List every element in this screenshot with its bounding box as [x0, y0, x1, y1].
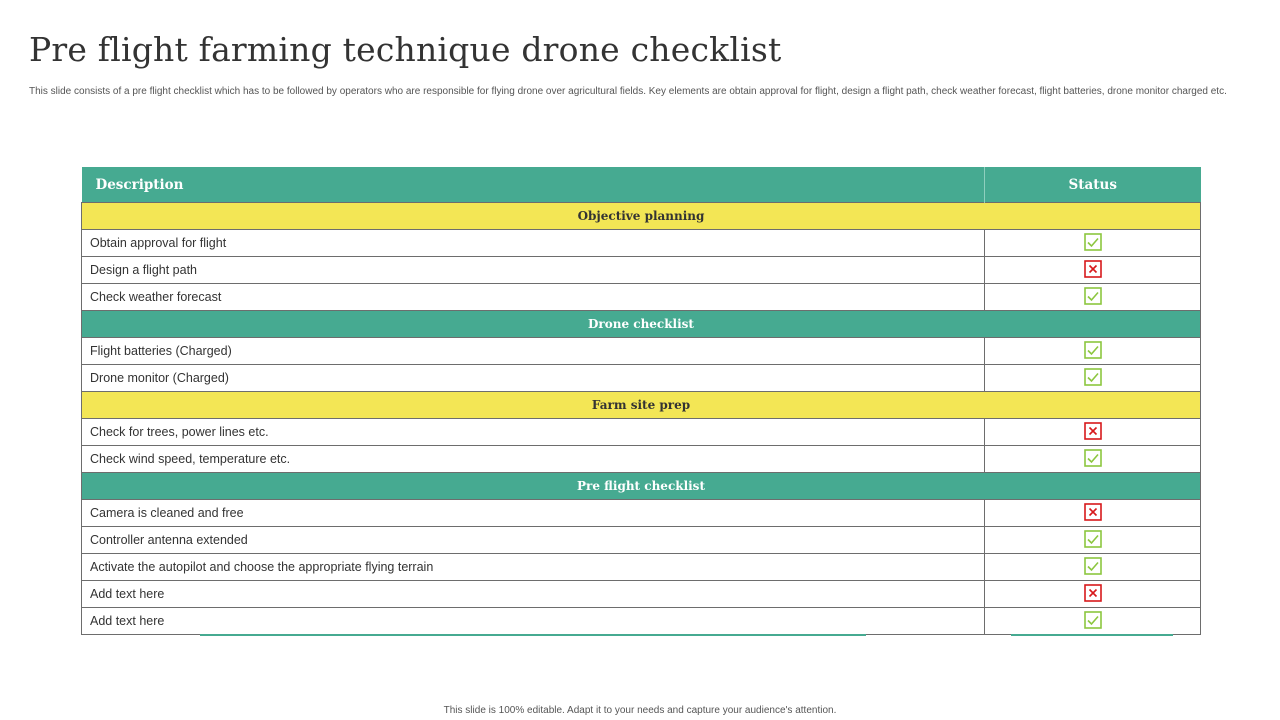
- table-row: [82, 554, 1201, 581]
- table-row: [82, 419, 1201, 446]
- table-row: [82, 230, 1201, 257]
- item-description: Add text here: [82, 581, 985, 608]
- section-label: Farm site prep: [82, 392, 1201, 419]
- section-label: Pre flight checklist: [82, 473, 1201, 500]
- table-row: [82, 500, 1201, 527]
- section-row: [82, 392, 1201, 419]
- table-row: [82, 365, 1201, 392]
- table-row: [82, 581, 1201, 608]
- item-description: Camera is cleaned and free: [82, 500, 985, 527]
- section-label: Drone checklist: [82, 311, 1201, 338]
- table-body: [82, 203, 1201, 635]
- checklist-table: [81, 167, 1201, 635]
- item-status: [985, 608, 1201, 635]
- checkbox-cross-icon: [1084, 503, 1102, 524]
- item-description: Design a flight path: [82, 257, 985, 284]
- slide-subtitle: This slide consists of a pre flight checklist which has to be followed by operators who are responsible for flying drone over agricultural fields. Key elements are obtain approval for flight, design a flight path, check weather forecast, flight batteries, drone monitor charged etc.: [29, 86, 1227, 97]
- checkbox-checked-icon: [1084, 341, 1102, 362]
- item-status: [985, 446, 1201, 473]
- checkbox-checked-icon: [1084, 611, 1102, 632]
- item-status: [985, 284, 1201, 311]
- section-label: Objective planning: [82, 203, 1201, 230]
- table-row: [82, 338, 1201, 365]
- item-status: [985, 581, 1201, 608]
- table-row: [82, 527, 1201, 554]
- item-status: [985, 338, 1201, 365]
- item-status: [985, 500, 1201, 527]
- table-row: [82, 257, 1201, 284]
- slide-title: Pre flight farming technique drone checklist: [29, 30, 782, 69]
- checkbox-checked-icon: [1084, 233, 1102, 254]
- checkbox-cross-icon: [1084, 422, 1102, 443]
- table-row: [82, 446, 1201, 473]
- checkbox-cross-icon: [1084, 260, 1102, 281]
- section-row: [82, 473, 1201, 500]
- description-header: Description: [82, 167, 985, 203]
- item-description: Activate the autopilot and choose the appropriate flying terrain: [82, 554, 985, 581]
- checkbox-checked-icon: [1084, 557, 1102, 578]
- item-status: [985, 365, 1201, 392]
- accent-bar-right: [1011, 634, 1173, 636]
- item-status: [985, 554, 1201, 581]
- item-description: Obtain approval for flight: [82, 230, 985, 257]
- item-status: [985, 257, 1201, 284]
- table-row: [82, 284, 1201, 311]
- slide-footer: This slide is 100% editable. Adapt it to your needs and capture your audience's attention.: [443, 705, 837, 716]
- item-description: Check wind speed, temperature etc.: [82, 446, 985, 473]
- checkbox-cross-icon: [1084, 584, 1102, 605]
- checkbox-checked-icon: [1084, 449, 1102, 470]
- item-status: [985, 230, 1201, 257]
- item-description: Check for trees, power lines etc.: [82, 419, 985, 446]
- section-row: [82, 311, 1201, 338]
- checkbox-checked-icon: [1084, 287, 1102, 308]
- item-description: Controller antenna extended: [82, 527, 985, 554]
- section-row: [82, 203, 1201, 230]
- accent-bar-left: [200, 634, 866, 636]
- table-row: [82, 608, 1201, 635]
- item-description: Flight batteries (Charged): [82, 338, 985, 365]
- item-description: Add text here: [82, 608, 985, 635]
- table-header-row: [82, 167, 1201, 203]
- item-description: Check weather forecast: [82, 284, 985, 311]
- item-status: [985, 419, 1201, 446]
- item-status: [985, 527, 1201, 554]
- status-header: Status: [985, 167, 1201, 203]
- checkbox-checked-icon: [1084, 530, 1102, 551]
- checkbox-checked-icon: [1084, 368, 1102, 389]
- item-description: Drone monitor (Charged): [82, 365, 985, 392]
